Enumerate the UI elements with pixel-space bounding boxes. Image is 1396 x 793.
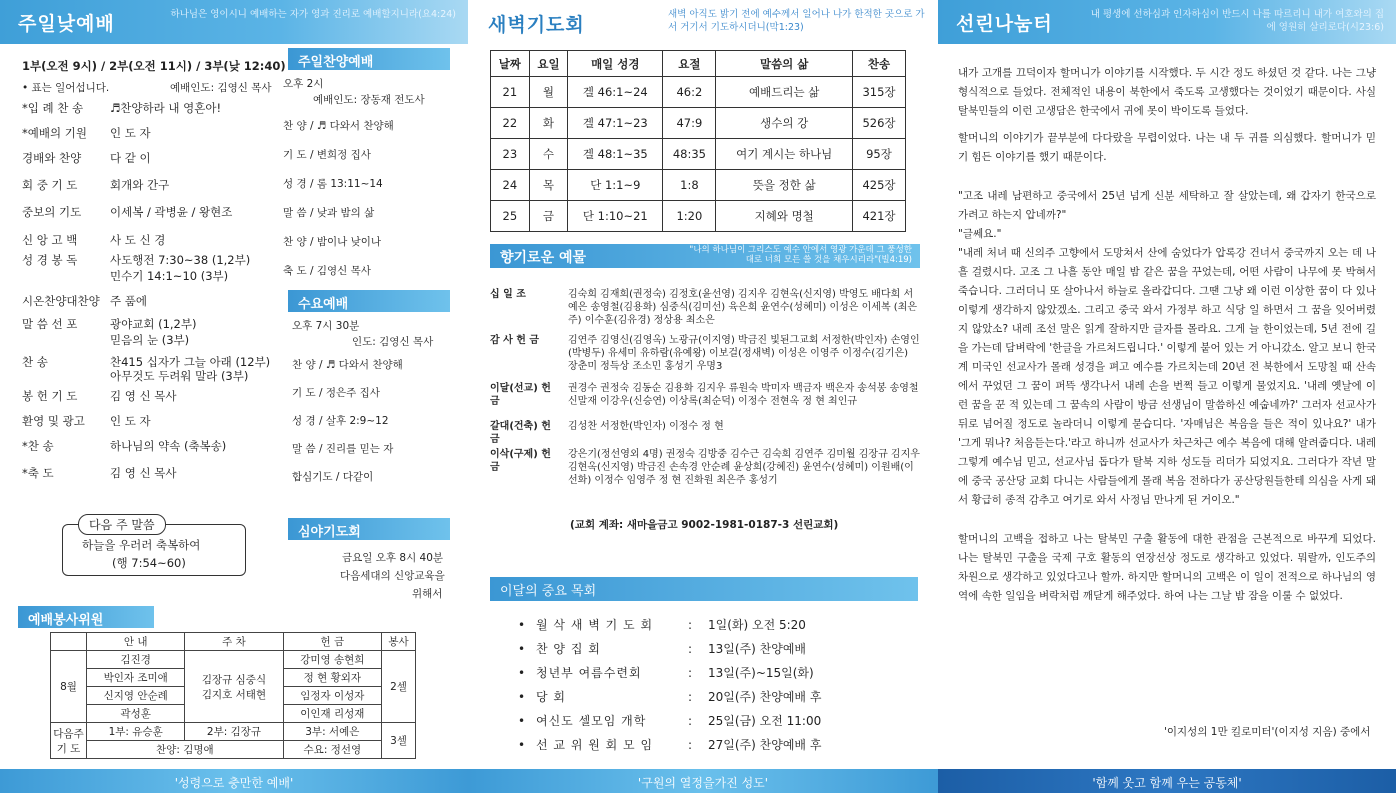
next-word-title: 다음 주 말씀 [78, 514, 166, 535]
account-info: (교회 계좌: 새마을금고 9002-1981-0187-3 선린교회) [570, 519, 839, 531]
order-value: 사 도 신 경 [110, 233, 166, 247]
order-value: 아무것도 두려워 말라 (3부) [110, 369, 249, 383]
column-sharing [938, 0, 1396, 793]
schedule-cell: 화 [529, 108, 568, 139]
order-item [22, 368, 248, 384]
schedule-header: 매일 성경 [568, 51, 663, 77]
offering-2: 정 현 황외자 [283, 669, 381, 687]
order-label: 시온찬양대찬양 [22, 294, 100, 308]
order-value: 다 같 이 [110, 151, 151, 165]
order-label: *찬 송 [22, 439, 54, 453]
news-label: 선 교 위 원 회 모 임 [536, 738, 654, 752]
praise-item: 찬 양 / ♬ 다와서 찬양해 [283, 120, 394, 132]
schedule-cell: 예배드리는 삶 [716, 77, 853, 108]
news-colon: : [688, 690, 693, 704]
story-para-3: "고조 내레 남편하고 중국에서 25년 넘게 신분 세탁하고 잘 살았는데, 왜 갑자기 한국으로 가려고 하는지 압네까?" [958, 190, 1376, 221]
praise-item: 말 씀 / 낮과 밤의 삶 [283, 207, 375, 219]
night-desc2: 위해서 [412, 588, 443, 600]
order-item [22, 316, 196, 332]
order-item [22, 252, 250, 268]
order-label: *예배의 기원 [22, 126, 87, 140]
order-label: 중보의 기도 [22, 205, 82, 219]
service-header-offering: 헌 금 [283, 633, 381, 651]
order-value: 민수기 14:1~10 (3부) [110, 269, 229, 283]
col3-footer-text: '함께 웃고 함께 우는 공동체' [1092, 776, 1242, 790]
praise-item: 기 도 / 변희정 집사 [283, 149, 371, 161]
order-value: 찬415 십자가 그늘 아래 (12부) [110, 355, 271, 369]
wed-item: 성 경 / 살후 2:9~12 [292, 415, 389, 427]
story-text [958, 64, 1376, 614]
praise-item: 성 경 / 롬 13:11~14 [283, 178, 383, 190]
order-value: ♬찬양하라 내 영혼아! [110, 101, 222, 115]
wed-item: 합심기도 / 다같이 [292, 471, 374, 483]
order-item [22, 388, 177, 404]
news-value: 25일(금) 오전 11:00 [708, 714, 822, 728]
sharing-verse: 내 평생에 선하심과 인자하심이 반드시 나를 따르리니 내가 여호와의 집에 영원히 살리로다(시23:6) [1090, 9, 1384, 33]
story-para-1: 내가 고개를 끄덕이자 할머니가 이야기를 시작했다. 두 시간 정도 하셨던 것 같다. 나는 그냥 형식적으로 들었다. 전체적인 내용이 북한에서 죽도록 고생했다는 것이었기 때문이다. 사실 탈북민들의 이런 고생담은 한국에서 귀에 못이 박이도록 들었다. [958, 67, 1376, 117]
bullet-icon: • [518, 666, 526, 680]
order-item [22, 438, 226, 454]
gift-title: 향기로운 예물 [500, 250, 587, 266]
schedule-cell: 단 1:10~21 [568, 201, 663, 232]
schedule-cell: 수 [529, 139, 568, 170]
gift-names: 김숙희 김재희(권정숙) 김정호(윤선영) 김지우 김현옥(신지영) 박영도 배다희 서예은 송영철(김용화) 심중식(김미선) 육은희 윤연수(성혜미) 이성은 이세복 (최은주) 이수훈(김유경) 정상용 최소은 [568, 289, 918, 326]
schedule-cell: 뜻을 정한 삶 [716, 170, 853, 201]
order-value: 하나님의 약속 (축복송) [110, 439, 227, 453]
col1-footer [0, 769, 468, 793]
news-title: 이달의 중요 목회 [490, 577, 918, 601]
col2-footer-text: '구원의 열정을가진 성도' [637, 776, 769, 790]
bullet-icon: • [518, 690, 526, 704]
service-month: 8월 [51, 651, 87, 723]
service-corner [51, 633, 87, 651]
service-title: 예배봉사위원 [18, 606, 154, 628]
story-para-5: "내레 처녀 때 신의주 고향에서 도망쳐서 산에 숨었다가 압록강 건너서 중국까지 오는 데 나흘 걸렸시다. 고조 그 나흘 동안 매일 밤 같은 꿈을 꾸었는데, 어떤 사람이 나무에 못 박혀서 죽습니다. 그러더니 또 살아나서 하늘로 올라갑디다. 그땐 그냥 왜 이런 이상한 꿈이 다 있나 이렇게 생각하지 않았겠소. 그리고 중국 와서 가정부 하고 식당 일 하면서 그 꿈을 잊어버렸지 않았소? 내레 조선 말은 읽게 잘하지만 글자를 몰라요. 그게 늘 한이었는데, 5년 전에 길을 가는데 담벼락에 '한글을 가르쳐드립니다.' 이렇게 붙어 있는 거 아니갔소. 알고 보니 한국계 미국인 선교사가 몰래 성경을 펴고 예수를 가르치는데 20년 전 북한에서 도망칠 때 산속에서 꾸었던 그 꿈이 퍼뜩 생각나서 내레 손을 번쩍 들고 이렇게 물었지요. '내레 옛날에 이런 꿈을 꾼 적 있는데 그 꿈속의 사람이 방금 선생님이 말씀하신 예숩네까?' 그러자 선교사가 뒤로 넘어질 정도로 놀라더니 이렇게 묻습디다. '자매님은 복음을 들은 적이 있나요?' 내가 '그게 뭐나? 처음듣는다.'라고 하니까 선교사가 차근차근 예수 복음에 대해 알려줍디다. 내레 그렇게 예수님 믿고, 선교사님 돕다가 탈북 지하 성도들 리더가 되었지요. 그러다가 작년 말에 중국 공산당 교회 다니는 사람들에게 몰래 복음 전하다가 공산당원들한테 의심을 사게 돼서 황급히 종적 감추고 여기로 와서 사정님 만나게 된 거이오." [958, 247, 1376, 506]
schedule-cell: 생수의 강 [716, 108, 853, 139]
story-source: '이지성의 1만 킬로미터'(이지성 지음) 중에서 [1164, 726, 1371, 738]
night-desc: 다음세대의 신앙교육을 [340, 570, 445, 582]
news-colon: : [688, 738, 693, 752]
order-item [22, 100, 221, 116]
news-item [518, 688, 821, 705]
news-item [518, 640, 806, 657]
story-para-2: 할머니의 이야기가 끝부분에 다다랐을 무렵이었다. 나는 내 두 귀를 의심했다. 할머니가 믿기 힘든 이야기를 했기 때문이다. [958, 132, 1376, 163]
schedule-cell: 겔 48:1~35 [568, 139, 663, 170]
schedule-cell: 526장 [852, 108, 905, 139]
order-item [22, 413, 151, 429]
gift-verse: "나의 하나님이 그리스도 예수 안에서 영광 가운데 그 풍성한 대로 너희 모든 쓸 것을 채우시리라"(빌4:19) [689, 245, 912, 265]
sunday-worship-header [0, 0, 468, 44]
order-item [22, 150, 151, 166]
order-value: 사도행전 7:30~38 (1,2부) [110, 253, 251, 267]
order-item [22, 293, 147, 309]
next-word-text: 하늘을 우러러 축복하여 [82, 538, 201, 552]
schedule-cell: 여기 계시는 하나님 [716, 139, 853, 170]
schedule-cell: 1:8 [663, 170, 716, 201]
order-value: 회개와 간구 [110, 178, 170, 192]
news-colon: : [688, 714, 693, 728]
schedule-cell: 47:9 [663, 108, 716, 139]
order-item [22, 232, 165, 248]
order-label: 봉 헌 기 도 [22, 389, 78, 403]
schedule-cell: 425장 [852, 170, 905, 201]
gift-names: 김연주 김영신(김영옥) 노광규(이지영) 박금진 빛된그교회 서정한(박인자) 손영인(박병두) 유세미 유하람(유예왕) 이보걸(정새벽) 이성은 이영주 이정수(김기은) 장춘미 정득상 조소민 홍성기 우명3 [568, 335, 920, 372]
next-word-ref: (행 7:54~60) [112, 556, 186, 570]
gift-label: 십 일 조 [490, 289, 526, 300]
news-colon: : [688, 666, 693, 680]
order-value: 인 도 자 [110, 126, 151, 140]
next-3: 3부: 서예은 [283, 723, 381, 741]
news-label: 당 회 [536, 690, 566, 704]
schedule-cell: 24 [491, 170, 530, 201]
news-colon: : [688, 618, 693, 632]
gift-item [490, 382, 920, 408]
service-header-parking: 주 차 [185, 633, 283, 651]
order-label: *축 도 [22, 466, 54, 480]
order-label: 환영 및 광고 [22, 414, 85, 428]
schedule-cell: 48:35 [663, 139, 716, 170]
sharing-header [938, 0, 1396, 44]
order-label: 말 씀 선 포 [22, 317, 78, 331]
news-value: 1일(화) 오전 5:20 [708, 618, 806, 632]
bullet-icon: • [518, 738, 526, 752]
schedule-row [491, 170, 906, 201]
night-time: 금요일 오후 8시 40분 [342, 552, 444, 564]
order-value: 주 품에 [110, 294, 147, 308]
gift-label: 이삭(구제) 헌금 [490, 449, 551, 473]
guide-1: 김진경 [87, 651, 185, 669]
schedule-row [491, 139, 906, 170]
order-value: 김 영 신 목사 [110, 389, 177, 403]
order-label: *입 례 찬 송 [22, 101, 84, 115]
schedule-cell: 95장 [852, 139, 905, 170]
dawn-schedule-table [490, 50, 906, 232]
schedule-cell: 금 [529, 201, 568, 232]
dawn-verse: 새벽 아직도 밝기 전에 예수께서 일어나 나가 한적한 곳으로 가서 거기서 기도하시더니(막1:23) [668, 9, 925, 33]
next-wed: 수요: 정선영 [283, 741, 381, 759]
gift-item [490, 420, 920, 445]
story-para-6: 할머니의 고백을 접하고 나는 탈북민 구출 활동에 대한 관점을 근본적으로 바꾸게 되었다. 나는 탈북민 구출을 국제 구호 활동의 연장선상 정도로 생각하고 있었다. 뭐랄까, 인도주의 차원으로 생각하고 있었다고나 할까. 하지만 할머니의 고백은 이 일이 전적으로 하나님의 영역에 속한 일임을 벼락처럼 깨닫게 해주었다. 하여 나는 그날 밤 잠을 이룰 수 없었다. [958, 533, 1376, 602]
order-value: 믿음의 눈 (3부) [110, 333, 190, 347]
order-item [22, 177, 169, 193]
news-label: 월 삭 새 벽 기 도 회 [536, 618, 654, 632]
news-item [518, 664, 814, 681]
dawn-title: 새벽기도회 [488, 14, 585, 36]
news-label: 여신도 셀모임 개학 [536, 714, 647, 728]
news-item [518, 736, 821, 753]
bullet-icon: • [518, 714, 526, 728]
news-item [518, 712, 821, 729]
gift-item [490, 334, 920, 373]
gift-names: 강은기(정선영외 4명) 권정숙 김방중 김수근 김숙희 김연주 김미월 김장규 김지우 김현옥(신지영) 박금진 손속경 안순례 윤상희(강혜진) 윤연수(성혜미) 이원배(이선화) 이정수 임영주 정 현 진화원 최은주 홍성기 [568, 449, 920, 486]
schedule-cell: 단 1:1~9 [568, 170, 663, 201]
news-label: 찬 양 집 회 [536, 642, 601, 656]
next-2: 2부: 김장규 [185, 723, 283, 741]
column-dawn [468, 0, 938, 793]
schedule-cell: 23 [491, 139, 530, 170]
gift-label: 갈대(건축) 헌금 [490, 421, 551, 445]
wed-worship-title: 수요예배 [288, 290, 450, 312]
schedule-cell: 겔 46:1~24 [568, 77, 663, 108]
praise-time: 오후 2시 [283, 78, 324, 90]
order-item [22, 204, 232, 220]
wed-item: 말 씀 / 진리를 믿는 자 [292, 443, 394, 455]
news-value: 13일(주) 찬양예배 [708, 642, 806, 656]
parking-cell: 김장규 심중식 김지호 서태현 [185, 651, 283, 723]
offering-4: 이인재 리성재 [283, 705, 381, 723]
next-week-label: 다음주 기 도 [51, 723, 87, 759]
schedule-cell: 22 [491, 108, 530, 139]
offering-3: 임정자 이성자 [283, 687, 381, 705]
gift-item [490, 448, 920, 487]
next-1: 1부: 유승훈 [87, 723, 185, 741]
order-item [22, 268, 228, 284]
news-value: 20일(주) 찬양예배 후 [708, 690, 822, 704]
col1-footer-text: '성령으로 충만한 예배' [174, 776, 294, 790]
order-item [22, 465, 177, 481]
news-colon: : [688, 642, 693, 656]
next-praise: 찬양: 김명애 [87, 741, 284, 759]
praise-item: 축 도 / 김영신 목사 [283, 265, 371, 277]
schedule-cell: 46:2 [663, 77, 716, 108]
worship-leader: 예배인도: 김영신 목사 [170, 82, 272, 94]
bullet-icon: • [518, 618, 526, 632]
gift-label: 이달(선교) 헌금 [490, 383, 551, 407]
schedule-cell: 월 [529, 77, 568, 108]
schedule-cell: 목 [529, 170, 568, 201]
schedule-cell: 25 [491, 201, 530, 232]
next-serve: 3셀 [382, 723, 416, 759]
schedule-cell: 지혜와 명철 [716, 201, 853, 232]
night-prayer-title: 심야기도회 [288, 518, 450, 540]
col2-footer [468, 769, 938, 793]
column-worship [0, 0, 468, 793]
bullet-icon: • [518, 642, 526, 656]
schedule-cell: 21 [491, 77, 530, 108]
order-label: 회 중 기 도 [22, 178, 78, 192]
serve-cell: 2셀 [382, 651, 416, 723]
gift-names: 김성찬 서정한(박인자) 이정수 정 현 [568, 421, 724, 432]
col3-footer [938, 769, 1396, 793]
schedule-header: 찬송 [852, 51, 905, 77]
worship-times: 1부(오전 9시) / 2부(오전 11시) / 3부(낮 12:40) [22, 59, 286, 73]
sharing-title: 선린나눔터 [956, 13, 1053, 35]
schedule-header: 요절 [663, 51, 716, 77]
wed-item: 기 도 / 정은주 집사 [292, 387, 380, 399]
gift-names: 권경수 권정숙 김동순 김용화 김지우 류원숙 박미자 백금자 백은자 송석봉 송영철 신말재 이강우(신승연) 이상록(최순덕) 이정수 전현옥 정 현 최인규 [568, 383, 919, 407]
schedule-row [491, 201, 906, 232]
wed-item: 찬 양 / ♬ 다와서 찬양해 [292, 359, 403, 371]
guide-4: 곽성훈 [87, 705, 185, 723]
order-label: 찬 송 [22, 355, 48, 369]
order-label: 신 앙 고 백 [22, 233, 78, 247]
sunday-worship-verse: 하나님은 영이시니 예배하는 자가 영과 진리로 예배할지니라(요4:24) [170, 9, 456, 20]
schedule-cell: 315장 [852, 77, 905, 108]
order-value: 김 영 신 목사 [110, 466, 177, 480]
order-item [22, 332, 189, 348]
order-label: 성 경 봉 독 [22, 253, 78, 267]
guide-2: 박인자 조미애 [87, 669, 185, 687]
order-label: 경배와 찬양 [22, 151, 82, 165]
order-value: 이세복 / 곽병윤 / 왕현조 [110, 205, 233, 219]
schedule-header: 날짜 [491, 51, 530, 77]
schedule-row [491, 77, 906, 108]
news-value: 27일(주) 찬양예배 후 [708, 738, 822, 752]
service-header-guide: 안 내 [87, 633, 185, 651]
praise-item: 찬 양 / 밤이나 낮이나 [283, 236, 382, 248]
story-para-4: "글쎄요." [958, 228, 1002, 240]
service-table [50, 632, 416, 759]
schedule-cell: 겔 47:1~23 [568, 108, 663, 139]
news-value: 13일(주)~15일(화) [708, 666, 814, 680]
sunday-worship-title: 주일낮예배 [18, 13, 115, 35]
news-label: 청년부 여름수련회 [536, 666, 642, 680]
gift-item [490, 288, 920, 327]
order-item [22, 125, 151, 141]
schedule-header: 말씀의 삶 [716, 51, 853, 77]
schedule-cell: 1:20 [663, 201, 716, 232]
news-item [518, 616, 806, 633]
stand-note: • 표는 일어섭니다. [22, 82, 110, 94]
praise-leader: 예배인도: 장동재 전도사 [313, 94, 425, 106]
service-header-serve: 봉사 [382, 633, 416, 651]
schedule-row [491, 108, 906, 139]
schedule-cell: 421장 [852, 201, 905, 232]
offering-1: 강미영 송현희 [283, 651, 381, 669]
wed-time: 오후 7시 30분 [292, 320, 360, 332]
dawn-header [468, 0, 938, 44]
schedule-header: 요일 [529, 51, 568, 77]
gift-header [490, 244, 920, 268]
praise-worship-title: 주일찬양예배 [288, 48, 450, 70]
gift-label: 감 사 헌 금 [490, 335, 540, 346]
schedule-header-row [491, 51, 906, 77]
order-value: 광야교회 (1,2부) [110, 317, 197, 331]
order-value: 인 도 자 [110, 414, 151, 428]
guide-3: 신지영 안순례 [87, 687, 185, 705]
wed-leader: 인도: 김영신 목사 [352, 336, 434, 348]
